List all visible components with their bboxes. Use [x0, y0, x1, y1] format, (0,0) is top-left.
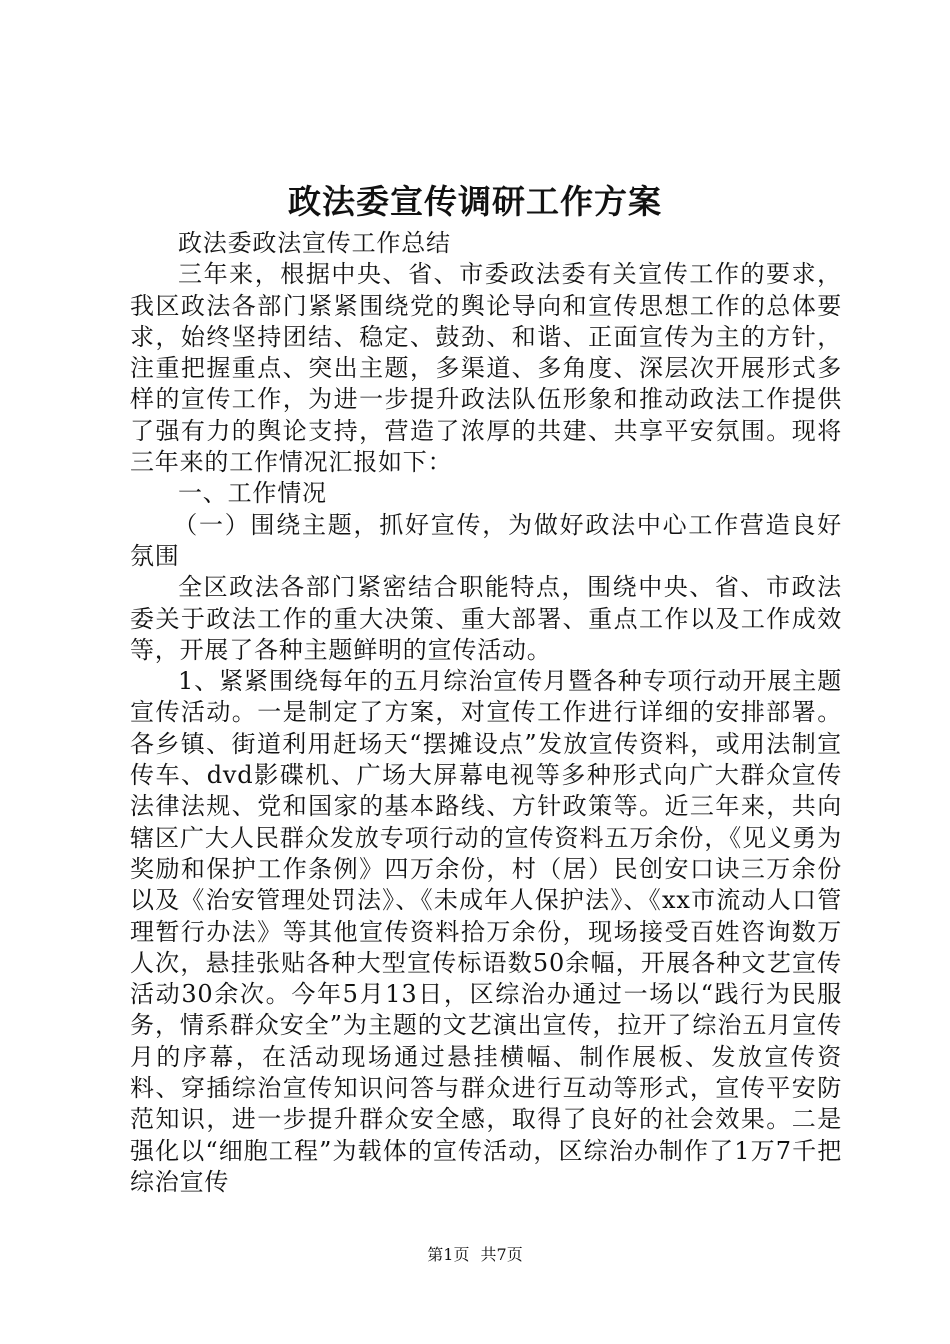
- paragraph-overview: 全区政法各部门紧密结合职能特点，围绕中央、省、市政法委关于政法工作的重大决策、重大部署、重点工作以及工作成效等，开展了各种主题鲜明的宣传活动。: [130, 573, 842, 664]
- document-title: 政法委宣传调研工作方案: [288, 182, 662, 221]
- paragraph-subtitle: 政法委政法宣传工作总结: [178, 229, 451, 257]
- paragraph-item-1: 1、紧紧围绕每年的五月综治宣传月暨各种专项行动开展主题宣传活动。一是制定了方案，对宣传工作进行详细的安排部署。各乡镇、街道利用赶场天“摆摊设点”发放宣传资料，或用法制宣传车、dvd影碟机、广场大屏幕电视等多种形式向广大群众宣传法律法规、党和国家的基本路线、方针政策等。近三年来，共向辖区广大人民群众发放专项行动的宣传资料五万余份，《见义勇为奖励和保护工作条例》四万余份，村（居）民创安口诀三万余份以及《治安管理处罚法》、《未成年人保护法》、《xx市流动人口管理暂行办法》等其他宣传资料拾万余份，现场接受百姓咨询数万人次，悬挂张贴各种大型宣传标语数50余幅，开展各种文艺宣传活动30余次。今年5月13日，区综治办通过一场以“践行为民服务，情系群众安全”为主题的文艺演出宣传，拉开了综治五月宣传月的序幕，在活动现场通过悬挂横幅、制作展板、发放宣传资料、穿插综治宣传知识问答与群众进行互动等形式，宣传平安防范知识，进一步提升群众安全感，取得了良好的社会效果。二是强化以“细胞工程”为载体的宣传活动，区综治办制作了1万7千把综治宣传: [130, 667, 842, 1196]
- section-heading: 一、工作情况: [178, 479, 327, 508]
- document-body: [130, 228, 842, 1198]
- subsection-heading: （一）围绕主题，抓好宣传，为做好政法中心工作营造良好氛围: [130, 510, 842, 570]
- page-number: 第1页: [427, 1245, 470, 1264]
- page-total: 共7页: [480, 1245, 523, 1264]
- page-footer: [0, 1244, 950, 1266]
- paragraph-intro: 三年来，根据中央、省、市委政法委有关宣传工作的要求，我区政法各部门紧紧围绕党的舆论导向和宣传思想工作的总体要求，始终坚持团结、稳定、鼓劲、和谐、正面宣传为主的方针，注重把握重点、突出主题，多渠道、多角度、深层次开展形式多样的宣传工作，为进一步提升政法队伍形象和推动政法工作提供了强有力的舆论支持，营造了浓厚的共建、共享平安氛围。现将三年来的工作情况汇报如下：: [130, 260, 842, 477]
